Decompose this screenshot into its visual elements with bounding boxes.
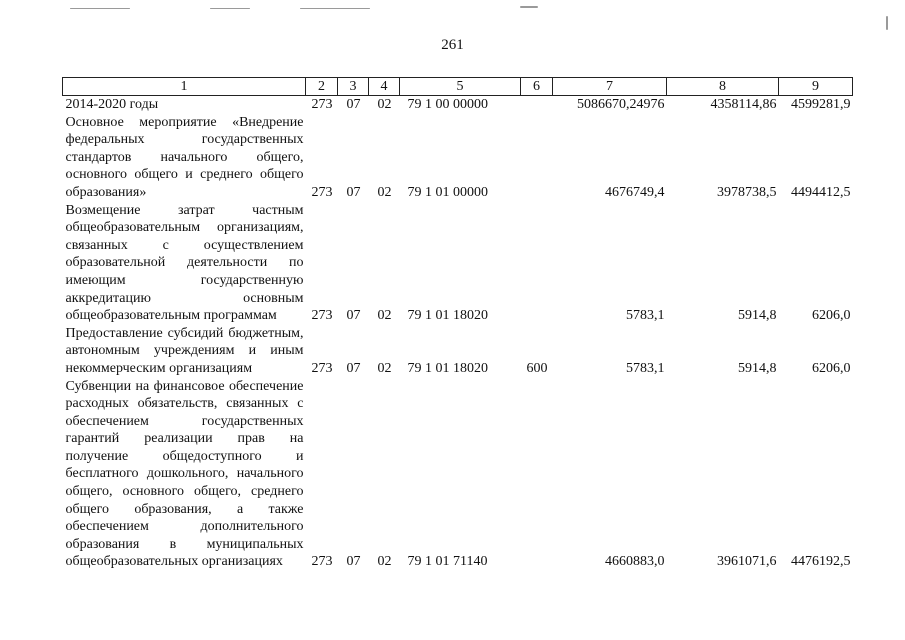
- row-code-expense-type: [521, 96, 553, 114]
- row-amount-col7: 5783,1: [626, 308, 665, 324]
- row-code-target: 79 1 01 18020: [407, 308, 488, 324]
- scan-speck: [300, 8, 370, 9]
- row-amount-col7: 5783,1: [626, 360, 665, 376]
- header-cell-2: 2: [306, 78, 338, 96]
- row-code-target: 79 1 01 71140: [407, 554, 488, 570]
- table-body: [63, 96, 853, 572]
- scan-speck: [886, 16, 888, 30]
- row-code-ministry: 273: [311, 554, 333, 570]
- row-amount-col7: 4660883,0: [605, 554, 665, 570]
- row-code-subsection: 02: [377, 308, 392, 324]
- row-code-subsection: 02: [377, 554, 392, 570]
- header-cell-3: 3: [338, 78, 369, 96]
- row-code-target: 79 1 01 18020: [407, 360, 488, 376]
- row-amount-col8: 3978738,5: [717, 184, 777, 200]
- row-code-section: 07: [346, 97, 361, 112]
- row-amount-col7: 4676749,4: [605, 184, 665, 200]
- row-code-subsection: 02: [377, 184, 392, 200]
- row-name: 2014-2020 годы: [65, 97, 159, 112]
- row-code-ministry: 273: [311, 360, 333, 376]
- row-code-subsection: 02: [377, 97, 392, 112]
- row-code-section: 07: [346, 184, 361, 200]
- row-amount-col9: 4476192,5: [791, 554, 851, 570]
- row-code-section: 07: [346, 554, 361, 570]
- scan-speck: [70, 8, 130, 9]
- table-row: [63, 378, 853, 572]
- page-number: 261: [441, 37, 464, 53]
- row-code-section: 07: [346, 360, 361, 376]
- row-code-expense-type: [521, 202, 553, 325]
- row-name: Основное мероприятие «Внедрение федеральных государственных стандартов начального общего, основного общего и среднего общего образования»: [65, 114, 304, 200]
- row-code-subsection: 02: [377, 360, 392, 376]
- row-amount-col8: 3961071,6: [717, 554, 777, 570]
- row-code-expense-type: 600: [526, 360, 548, 376]
- header-row: [63, 78, 853, 96]
- row-code-section: 07: [346, 308, 361, 324]
- budget-table: [62, 77, 853, 571]
- row-amount-col9: 6206,0: [812, 308, 851, 324]
- row-name: Субвенции на финансовое обеспечение расходных обязательств, связанных с обеспечением государственных гарантий реализации прав на получение общедоступного и бесплатного дошкольного, начального общего, основного общего, среднего общего образования, а также обеспечением дополнительного образования в муниципальных общеобразовательных организациях: [65, 378, 304, 570]
- row-amount-col7: 5086670,24976: [577, 97, 665, 112]
- row-amount-col8: 4358114,86: [710, 97, 777, 112]
- row-code-ministry: 273: [311, 97, 333, 112]
- table-row: [63, 202, 853, 325]
- scan-speck: [520, 6, 538, 8]
- header-cell-5: 5: [400, 78, 521, 96]
- row-code-ministry: 273: [311, 308, 333, 324]
- row-name: Возмещение затрат частным общеобразовательным организациям, связанных с осуществлением образовательной деятельности по имеющим государственную аккредитацию основным общеобразовательным программам: [65, 202, 304, 324]
- table-header: [63, 78, 853, 96]
- row-amount-col9: 4599281,9: [791, 97, 851, 112]
- header-cell-1: 1: [63, 78, 306, 96]
- row-code-target: 79 1 00 00000: [407, 97, 488, 112]
- row-code-target: 79 1 01 00000: [407, 184, 488, 200]
- header-cell-8: 8: [667, 78, 779, 96]
- row-code-ministry: 273: [311, 184, 333, 200]
- header-cell-7: 7: [553, 78, 667, 96]
- row-name: Предоставление субсидий бюджетным, автономным учреждениям и иным некоммерческим организациям: [65, 325, 304, 376]
- row-code-expense-type: [521, 378, 553, 572]
- header-cell-6: 6: [521, 78, 553, 96]
- row-amount-col8: 5914,8: [738, 360, 777, 376]
- row-amount-col9: 6206,0: [812, 360, 851, 376]
- header-cell-4: 4: [369, 78, 400, 96]
- scan-speck: [210, 8, 250, 9]
- header-cell-9: 9: [779, 78, 853, 96]
- row-amount-col9: 4494412,5: [791, 184, 851, 200]
- table-row: [63, 96, 853, 114]
- row-amount-col8: 5914,8: [738, 308, 777, 324]
- row-code-expense-type: [521, 114, 553, 202]
- table-row: [63, 114, 853, 202]
- table-row: [63, 325, 853, 378]
